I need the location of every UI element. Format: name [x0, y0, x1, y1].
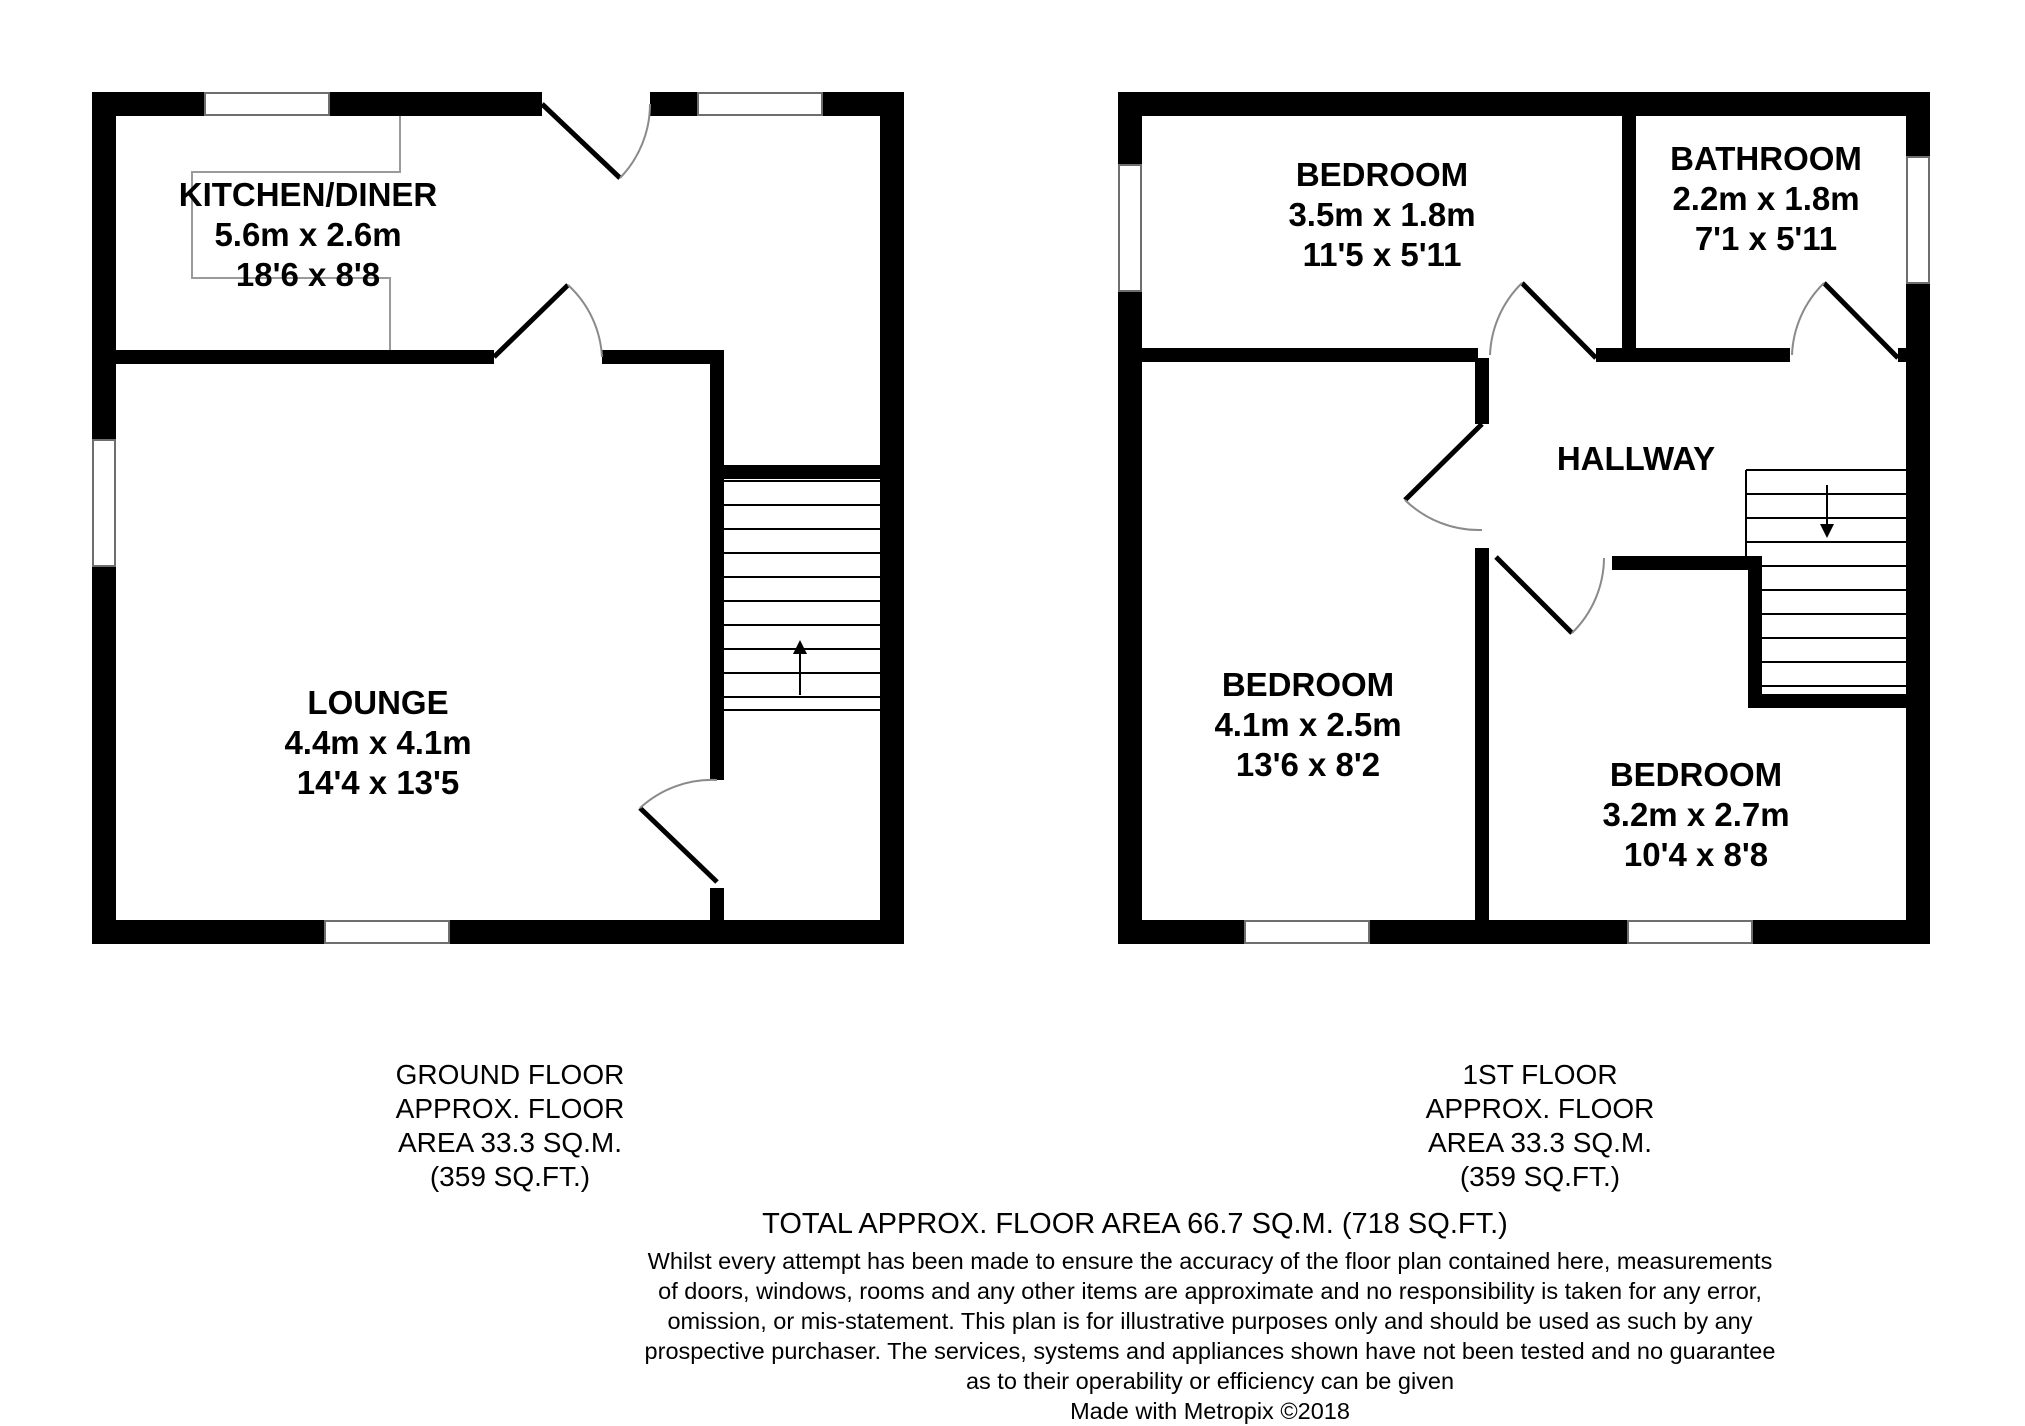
bedroom-right-metric: 3.2m x 2.7m	[1602, 796, 1790, 833]
kitchen-door-leaf	[494, 285, 568, 357]
bathroom-metric: 2.2m x 1.8m	[1672, 180, 1860, 217]
ground-floor-caption-line: (359 SQ.FT.)	[429, 1161, 591, 1192]
first-floor-caption-line: 1ST FLOOR	[1462, 1059, 1618, 1090]
kitchen-name: KITCHEN/DINER	[178, 176, 438, 213]
ground-floor-doors	[494, 104, 717, 882]
first-floor-staircase	[1746, 470, 1906, 686]
first-floor-caption-line: AREA 33.3 SQ.M.	[1427, 1127, 1653, 1158]
bedroom-top-label	[1288, 156, 1475, 273]
copyright-line: Made with Metropix ©2018	[1070, 1398, 1350, 1424]
kitchen-window-left	[205, 93, 329, 115]
disclaimer-line: as to their operability or efficiency can be given	[965, 1368, 1455, 1394]
total-floor-area: TOTAL APPROX. FLOOR AREA 66.7 SQ.M. (718 SQ.FT.)	[762, 1208, 1508, 1240]
kitchen-imperial: 18'6 x 8'8	[235, 256, 381, 293]
ground-floor-staircase	[724, 481, 880, 710]
bedroom-right-name: BEDROOM	[1609, 756, 1783, 793]
bedroom-left-name: BEDROOM	[1221, 666, 1395, 703]
bedroom-top-imperial: 11'5 x 5'11	[1302, 236, 1462, 273]
bathroom-imperial: 7'1 x 5'11	[1694, 220, 1838, 257]
lounge-metric: 4.4m x 4.1m	[284, 724, 472, 761]
disclaimer-line: Whilst every attempt has been made to ensure the accuracy of the floor plan contained here, measurements	[647, 1248, 1773, 1274]
ground-floor-caption-line: APPROX. FLOOR	[395, 1093, 625, 1124]
disclaimer-line: prospective purchaser. The services, systems and appliances shown have not been tested and no guarantee	[644, 1338, 1776, 1364]
ground-floor-door-swings	[568, 104, 717, 808]
first-floor-windows	[1119, 157, 1929, 943]
disclaimer-line: omission, or mis-statement. This plan is for illustrative purposes only and should be used as such by any	[667, 1308, 1753, 1334]
ground-floor-caption-line: AREA 33.3 SQ.M.	[397, 1127, 623, 1158]
bathroom-window	[1907, 157, 1929, 283]
lounge-label	[284, 684, 471, 801]
first-floor-plan	[1118, 92, 1930, 944]
ground-floor-interior-walls	[116, 350, 884, 920]
first-floor-caption-line: APPROX. FLOOR	[1425, 1093, 1655, 1124]
bedroom-top-door-leaf	[1522, 283, 1596, 358]
bedroom-left-window	[1245, 921, 1369, 943]
stairs-down-arrowhead	[1820, 524, 1834, 538]
ground-floor-caption	[340, 1058, 680, 1194]
bedroom-top-metric: 3.5m x 1.8m	[1288, 196, 1476, 233]
bedroom-left-label	[1214, 666, 1401, 783]
bedroom-right-door-leaf	[1496, 557, 1572, 633]
bathroom-door-leaf	[1824, 283, 1898, 358]
bathroom-label	[1670, 140, 1862, 257]
lounge-window-left	[93, 440, 115, 566]
bedroom-right-window	[1628, 921, 1752, 943]
lounge-window-bottom	[325, 921, 449, 943]
disclaimer	[560, 1246, 1860, 1426]
bedroom-right-label	[1602, 756, 1789, 873]
bedroom-left-imperial: 13'6 x 8'2	[1235, 746, 1381, 783]
first-floor-caption	[1370, 1058, 1710, 1194]
bedroom-left-metric: 4.1m x 2.5m	[1214, 706, 1402, 743]
lounge-imperial: 14'4 x 13'5	[296, 764, 460, 801]
lounge-name: LOUNGE	[307, 684, 449, 721]
ground-floor-plan	[92, 92, 904, 944]
front-door-leaf	[542, 104, 620, 178]
kitchen-window-right	[698, 93, 822, 115]
bathroom-name: BATHROOM	[1670, 140, 1862, 177]
bedroom-left-door-leaf	[1405, 424, 1482, 500]
kitchen-label	[179, 176, 438, 293]
bedroom-top-window	[1119, 165, 1141, 291]
hallway-name: HALLWAY	[1556, 440, 1716, 477]
bedroom-right-imperial: 10'4 x 8'8	[1623, 836, 1769, 873]
bedroom-top-name: BEDROOM	[1295, 156, 1469, 193]
first-floor-caption-line: (359 SQ.FT.)	[1459, 1161, 1621, 1192]
stairs-up-arrowhead	[793, 640, 807, 654]
ground-floor-caption-line: GROUND FLOOR	[395, 1059, 625, 1090]
kitchen-metric: 5.6m x 2.6m	[214, 216, 402, 253]
disclaimer-line: of doors, windows, rooms and any other items are approximate and no responsibility is taken for any error,	[658, 1278, 1762, 1304]
understairs-door-leaf	[640, 808, 717, 882]
